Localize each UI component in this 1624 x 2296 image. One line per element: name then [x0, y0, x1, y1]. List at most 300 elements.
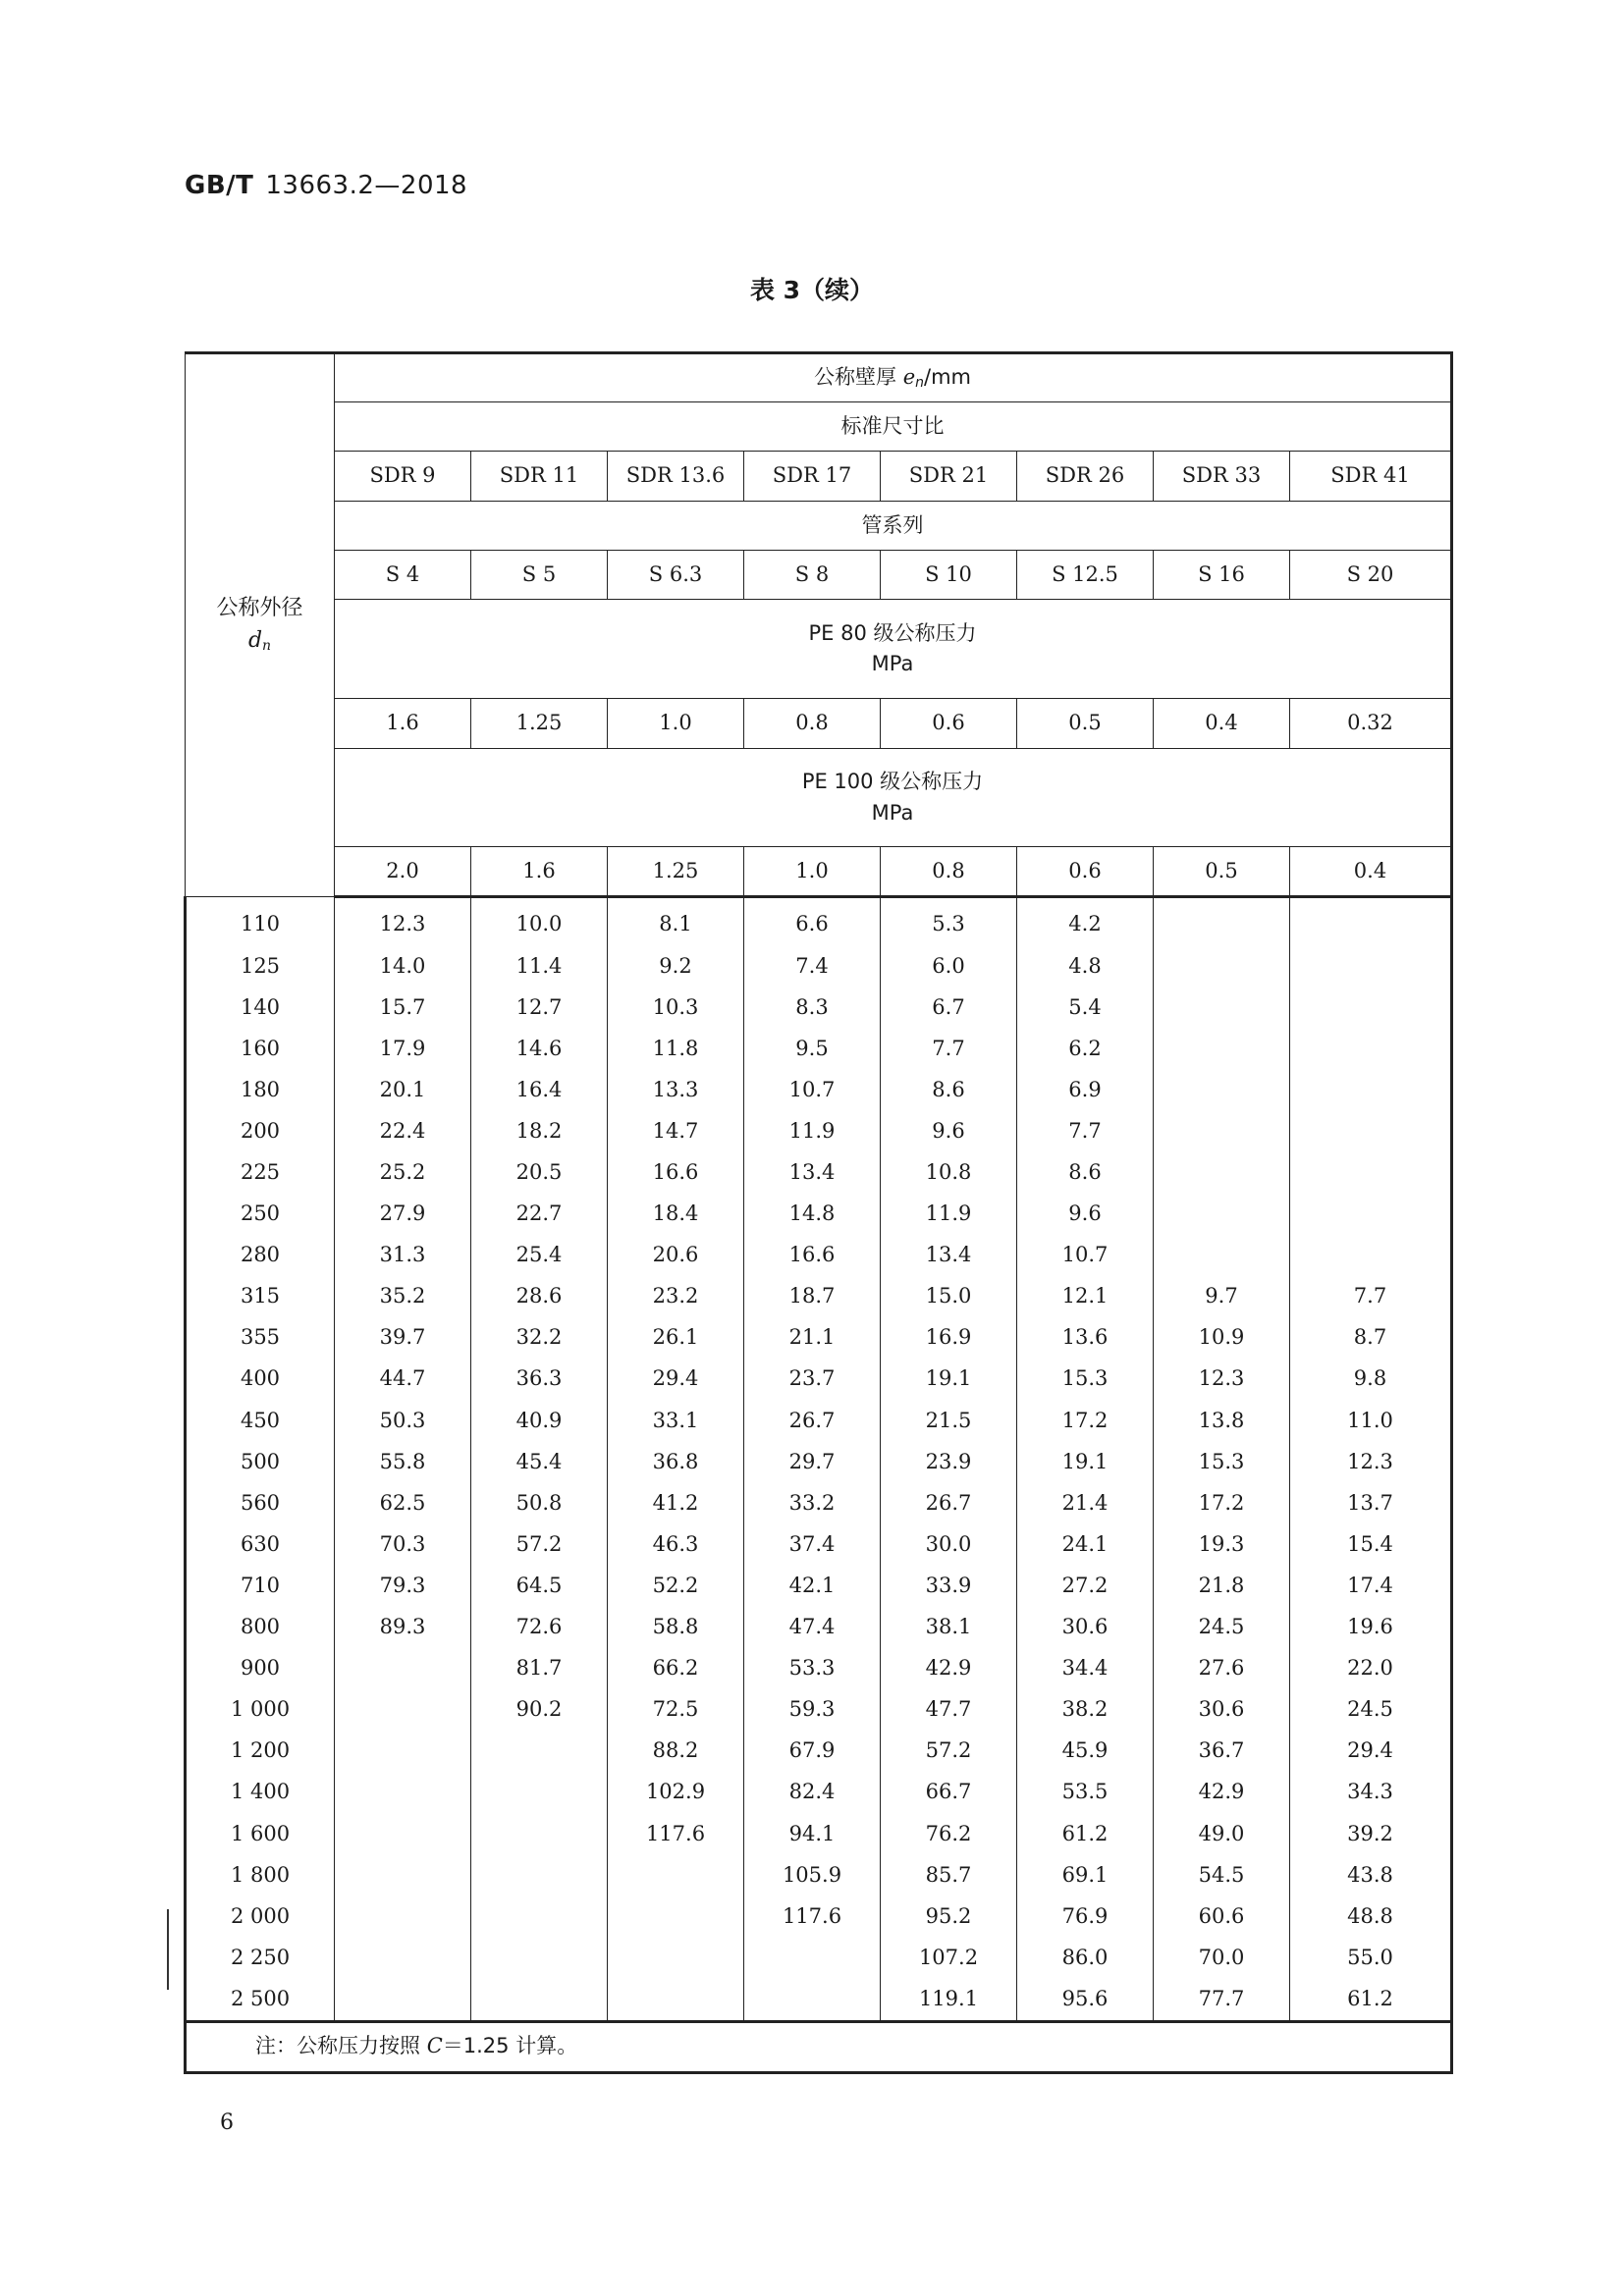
wall-thickness-cell: 82.4	[744, 1772, 881, 1813]
pe80-pressure-cell: 0.4	[1154, 699, 1290, 749]
row-header-symbol: $d_n$	[247, 627, 272, 654]
wall-thickness-cell: 4.8	[1017, 945, 1154, 987]
wall-thickness-cell: 39.7	[335, 1317, 471, 1359]
wall-thickness-cell	[1290, 897, 1452, 946]
wall-thickness-cell: 23.7	[744, 1359, 881, 1400]
wall-thickness-cell: 13.4	[881, 1235, 1017, 1276]
wall-thickness-cell: 88.2	[608, 1731, 744, 1772]
wall-thickness-cell: 42.1	[744, 1566, 881, 1607]
table-row	[186, 1813, 1452, 1854]
wall-thickness-cell: 15.3	[1154, 1441, 1290, 1482]
wall-thickness-cell	[1290, 987, 1452, 1028]
wall-thickness-cell: 10.0	[471, 897, 608, 946]
outer-diameter-cell: 1 200	[186, 1731, 335, 1772]
wall-thickness-cell: 23.2	[608, 1276, 744, 1317]
wall-thickness-cell: 6.6	[744, 897, 881, 946]
table-row	[186, 1235, 1452, 1276]
wall-thickness-cell: 39.2	[1290, 1813, 1452, 1854]
wall-thickness-cell: 90.2	[471, 1689, 608, 1731]
wall-thickness-cell	[1290, 1194, 1452, 1235]
wall-thickness-cell: 27.9	[335, 1194, 471, 1235]
wall-thickness-cell: 14.7	[608, 1110, 744, 1151]
table-row	[186, 1689, 1452, 1731]
wall-thickness-cell	[608, 1978, 744, 2021]
wall-thickness-cell: 119.1	[881, 1978, 1017, 2021]
wall-thickness-cell: 5.4	[1017, 987, 1154, 1028]
wall-thickness-cell: 16.9	[881, 1317, 1017, 1359]
pe80-pressure-cell: 1.6	[335, 699, 471, 749]
wall-thickness-cell: 81.7	[471, 1648, 608, 1689]
wall-thickness-cell: 58.8	[608, 1607, 744, 1648]
wall-thickness-cell: 19.3	[1154, 1523, 1290, 1565]
wall-thickness-cell: 14.0	[335, 945, 471, 987]
wall-thickness-cell: 8.6	[881, 1069, 1017, 1110]
wall-thickness-cell: 94.1	[744, 1813, 881, 1854]
outer-diameter-cell: 710	[186, 1566, 335, 1607]
table-row	[186, 1152, 1452, 1194]
table-row	[186, 1896, 1452, 1937]
pe100-unit: MPa	[871, 800, 914, 825]
pe100-title-text: PE 100 级公称压力	[801, 770, 984, 794]
pipe-dimension-table	[184, 351, 1453, 2074]
table-row	[186, 1482, 1452, 1523]
table-row	[186, 1069, 1452, 1110]
outer-diameter-cell: 400	[186, 1359, 335, 1400]
wall-thickness-cell: 21.8	[1154, 1566, 1290, 1607]
wall-thickness-cell: 24.1	[1017, 1523, 1154, 1565]
wall-thickness-cell	[1154, 1069, 1290, 1110]
wall-thickness-cell	[1290, 1028, 1452, 1069]
wall-thickness-cell: 34.3	[1290, 1772, 1452, 1813]
sdr-cell: SDR 13.6	[608, 452, 744, 502]
wall-thickness-cell: 13.8	[1154, 1400, 1290, 1441]
pe100-pressure-cell: 1.0	[744, 847, 881, 897]
table-row	[186, 1028, 1452, 1069]
outer-diameter-cell: 225	[186, 1152, 335, 1194]
wall-thickness-cell: 10.7	[1017, 1235, 1154, 1276]
wall-thickness-cell: 19.6	[1290, 1607, 1452, 1648]
pipe-series-cell: S 20	[1290, 551, 1452, 600]
wall-thickness-cell: 57.2	[471, 1523, 608, 1565]
wall-thickness-cell: 30.6	[1154, 1689, 1290, 1731]
outer-diameter-cell: 1 800	[186, 1854, 335, 1896]
outer-diameter-cell: 315	[186, 1276, 335, 1317]
wall-thickness-cell: 72.6	[471, 1607, 608, 1648]
wall-thickness-cell: 6.9	[1017, 1069, 1154, 1110]
outer-diameter-cell: 250	[186, 1194, 335, 1235]
pe80-pressure-cell: 0.8	[744, 699, 881, 749]
outer-diameter-cell: 1 400	[186, 1772, 335, 1813]
table-row	[186, 1731, 1452, 1772]
wall-thickness-cell: 18.4	[608, 1194, 744, 1235]
wall-thickness-cell: 14.8	[744, 1194, 881, 1235]
wall-thickness-cell	[1290, 1110, 1452, 1151]
wall-thickness-cell	[335, 1978, 471, 2021]
wall-thickness-cell: 117.6	[608, 1813, 744, 1854]
outer-diameter-cell: 630	[186, 1523, 335, 1565]
wall-thickness-cell: 8.6	[1017, 1152, 1154, 1194]
sdr-cell: SDR 41	[1290, 452, 1452, 502]
table-row	[186, 1772, 1452, 1813]
wall-thickness-cell: 54.5	[1154, 1854, 1290, 1896]
wall-thickness-cell: 27.6	[1154, 1648, 1290, 1689]
wall-thickness-cell: 62.5	[335, 1482, 471, 1523]
wall-thickness-cell: 66.2	[608, 1648, 744, 1689]
pipe-series-cell: S 16	[1154, 551, 1290, 600]
wall-thickness-cell: 22.4	[335, 1110, 471, 1151]
wall-thickness-cell: 12.1	[1017, 1276, 1154, 1317]
wall-thickness-cell: 34.4	[1017, 1648, 1154, 1689]
wall-thickness-cell	[1290, 1069, 1452, 1110]
wall-thickness-cell: 9.6	[1017, 1194, 1154, 1235]
wall-thickness-cell: 95.6	[1017, 1978, 1154, 2021]
wall-thickness-cell: 31.3	[335, 1235, 471, 1276]
wall-thickness-cell: 47.7	[881, 1689, 1017, 1731]
wall-thickness-cell: 70.3	[335, 1523, 471, 1565]
wall-thickness-cell	[744, 1937, 881, 1978]
wall-thickness-cell: 47.4	[744, 1607, 881, 1648]
wall-thickness-cell: 5.3	[881, 897, 1017, 946]
pe100-pressure-cell: 0.6	[1017, 847, 1154, 897]
wall-thickness-cell: 22.7	[471, 1194, 608, 1235]
wall-thickness-cell: 7.7	[881, 1028, 1017, 1069]
table-note: 注：公称压力按照 C＝1.25 计算。	[186, 2021, 1452, 2072]
wall-thickness-cell: 15.0	[881, 1276, 1017, 1317]
outer-diameter-cell: 180	[186, 1069, 335, 1110]
wall-thickness-cell: 53.5	[1017, 1772, 1154, 1813]
page-number: 6	[220, 2110, 234, 2135]
wall-thickness-cell	[471, 1731, 608, 1772]
table-row	[186, 1566, 1452, 1607]
wall-thickness-cell: 70.0	[1154, 1937, 1290, 1978]
wall-thickness-cell: 55.8	[335, 1441, 471, 1482]
pipe-series-cell: S 4	[335, 551, 471, 600]
wall-thickness-cell	[1154, 1194, 1290, 1235]
sdr-cell: SDR 17	[744, 452, 881, 502]
wall-thickness-cell: 49.0	[1154, 1813, 1290, 1854]
wall-thickness-cell: 42.9	[1154, 1772, 1290, 1813]
wall-thickness-cell: 10.9	[1154, 1317, 1290, 1359]
wall-thickness-cell: 28.6	[471, 1276, 608, 1317]
wall-thickness-cell: 12.3	[1154, 1359, 1290, 1400]
wall-thickness-cell: 117.6	[744, 1896, 881, 1937]
outer-diameter-cell: 125	[186, 945, 335, 987]
wall-thickness-cell: 9.2	[608, 945, 744, 987]
wall-thickness-cell: 35.2	[335, 1276, 471, 1317]
wall-thickness-cell: 45.9	[1017, 1731, 1154, 1772]
wall-thickness-cell	[1154, 1152, 1290, 1194]
wall-thickness-cell: 76.2	[881, 1813, 1017, 1854]
pe100-pressure-cell: 2.0	[335, 847, 471, 897]
wall-thickness-cell: 19.1	[881, 1359, 1017, 1400]
outer-diameter-cell: 160	[186, 1028, 335, 1069]
table-row	[186, 1648, 1452, 1689]
wall-thickness-cell: 29.4	[1290, 1731, 1452, 1772]
wall-thickness-cell: 8.7	[1290, 1317, 1452, 1359]
wall-thickness-cell: 61.2	[1290, 1978, 1452, 2021]
table-row	[186, 1276, 1452, 1317]
wall-thickness-cell: 13.4	[744, 1152, 881, 1194]
wall-thickness-cell	[1154, 1235, 1290, 1276]
wall-thickness-cell	[608, 1896, 744, 1937]
row-header-outer-diameter	[186, 353, 335, 897]
wall-thickness-cell	[1290, 1235, 1452, 1276]
wall-thickness-cell: 6.2	[1017, 1028, 1154, 1069]
wall-thickness-cell	[1154, 945, 1290, 987]
wall-thickness-cell: 50.8	[471, 1482, 608, 1523]
pe100-pressure-cell: 0.4	[1290, 847, 1452, 897]
wall-thickness-cell: 11.0	[1290, 1400, 1452, 1441]
wall-thickness-cell: 37.4	[744, 1523, 881, 1565]
sdr-cell: SDR 11	[471, 452, 608, 502]
wall-thickness-cell	[1290, 945, 1452, 987]
wall-thickness-cell: 15.7	[335, 987, 471, 1028]
wall-thickness-cell: 40.9	[471, 1400, 608, 1441]
outer-diameter-cell: 800	[186, 1607, 335, 1648]
wall-thickness-cell: 66.7	[881, 1772, 1017, 1813]
wall-thickness-cell: 59.3	[744, 1689, 881, 1731]
wall-thickness-cell: 11.9	[881, 1194, 1017, 1235]
wall-thickness-cell: 22.0	[1290, 1648, 1452, 1689]
wall-thickness-cell: 16.6	[608, 1152, 744, 1194]
wall-thickness-cell: 72.5	[608, 1689, 744, 1731]
wall-thickness-cell: 48.8	[1290, 1896, 1452, 1937]
wall-thickness-cell: 23.9	[881, 1441, 1017, 1482]
table-row	[186, 1523, 1452, 1565]
wall-thickness-cell: 12.7	[471, 987, 608, 1028]
wall-thickness-cell: 52.2	[608, 1566, 744, 1607]
wall-thickness-cell: 33.2	[744, 1482, 881, 1523]
wall-thickness-cell	[471, 1978, 608, 2021]
wall-thickness-cell: 12.3	[1290, 1441, 1452, 1482]
wall-thickness-cell: 17.4	[1290, 1566, 1452, 1607]
outer-diameter-cell: 280	[186, 1235, 335, 1276]
pipe-series-cell: S 8	[744, 551, 881, 600]
outer-diameter-cell: 1 000	[186, 1689, 335, 1731]
table-row	[186, 1441, 1452, 1482]
wall-thickness-cell	[335, 1937, 471, 1978]
wall-thickness-cell: 25.4	[471, 1235, 608, 1276]
pe80-pressure-cell: 0.5	[1017, 699, 1154, 749]
wall-thickness-cell: 41.2	[608, 1482, 744, 1523]
wall-thickness-cell	[335, 1731, 471, 1772]
wall-thickness-cell: 20.5	[471, 1152, 608, 1194]
wall-thickness-cell: 50.3	[335, 1400, 471, 1441]
wall-thickness-cell: 21.5	[881, 1400, 1017, 1441]
wall-thickness-cell: 21.4	[1017, 1482, 1154, 1523]
table-row	[186, 987, 1452, 1028]
wall-thickness-cell	[471, 1772, 608, 1813]
wall-thickness-cell: 17.9	[335, 1028, 471, 1069]
wall-thickness-cell: 10.3	[608, 987, 744, 1028]
table-row	[186, 1937, 1452, 1978]
wall-thickness-cell: 45.4	[471, 1441, 608, 1482]
pipe-series-cell: S 6.3	[608, 551, 744, 600]
wall-thickness-cell: 69.1	[1017, 1854, 1154, 1896]
wall-thickness-cell	[335, 1896, 471, 1937]
wall-thickness-cell: 26.7	[744, 1400, 881, 1441]
wall-thickness-cell: 7.7	[1017, 1110, 1154, 1151]
wall-thickness-cell: 32.2	[471, 1317, 608, 1359]
table-row	[186, 1854, 1452, 1896]
wall-thickness-cell: 53.3	[744, 1648, 881, 1689]
wall-thickness-cell: 85.7	[881, 1854, 1017, 1896]
wall-thickness-cell: 38.2	[1017, 1689, 1154, 1731]
wall-thickness-cell: 13.6	[1017, 1317, 1154, 1359]
outer-diameter-cell: 500	[186, 1441, 335, 1482]
wall-thickness-cell	[1154, 987, 1290, 1028]
wall-thickness-cell	[471, 1813, 608, 1854]
wall-thickness-cell	[608, 1854, 744, 1896]
wall-thickness-cell	[335, 1813, 471, 1854]
wall-thickness-cell	[1154, 1110, 1290, 1151]
table-row	[186, 1194, 1452, 1235]
wall-thickness-cell: 33.9	[881, 1566, 1017, 1607]
table-row	[186, 897, 1452, 946]
pipe-series-title: 管系列	[335, 502, 1452, 551]
wall-thickness-cell: 77.7	[1154, 1978, 1290, 2021]
wall-thickness-cell: 11.4	[471, 945, 608, 987]
wall-thickness-cell: 61.2	[1017, 1813, 1154, 1854]
sdr-cell: SDR 9	[335, 452, 471, 502]
wall-thickness-cell: 46.3	[608, 1523, 744, 1565]
document-header	[185, 171, 467, 200]
outer-diameter-cell: 450	[186, 1400, 335, 1441]
wall-thickness-cell: 24.5	[1290, 1689, 1452, 1731]
table-row	[186, 1978, 1452, 2021]
wall-thickness-cell: 36.7	[1154, 1731, 1290, 1772]
wall-thickness-cell	[744, 1978, 881, 2021]
pe100-title	[335, 749, 1452, 847]
wall-thickness-cell: 12.3	[335, 897, 471, 946]
wall-thickness-cell	[1154, 897, 1290, 946]
standard-prefix: GB/T	[185, 171, 254, 200]
table-row	[186, 1400, 1452, 1441]
wall-thickness-cell: 16.4	[471, 1069, 608, 1110]
wall-thickness-cell	[471, 1896, 608, 1937]
wall-thickness-cell: 10.8	[881, 1152, 1017, 1194]
wall-thickness-cell: 6.7	[881, 987, 1017, 1028]
outer-diameter-cell: 200	[186, 1110, 335, 1151]
table-row	[186, 1359, 1452, 1400]
pe100-pressure-cell: 1.25	[608, 847, 744, 897]
revision-mark	[167, 1909, 169, 1990]
wall-thickness-cell: 27.2	[1017, 1566, 1154, 1607]
wall-thickness-cell: 15.3	[1017, 1359, 1154, 1400]
outer-diameter-cell: 2 500	[186, 1978, 335, 2021]
wall-thickness-cell: 20.6	[608, 1235, 744, 1276]
wall-thickness-cell: 17.2	[1017, 1400, 1154, 1441]
wall-thickness-cell: 19.1	[1017, 1441, 1154, 1482]
wall-thickness-cell: 89.3	[335, 1607, 471, 1648]
wall-thickness-cell: 102.9	[608, 1772, 744, 1813]
wall-thickness-cell: 30.6	[1017, 1607, 1154, 1648]
wall-thickness-cell	[335, 1854, 471, 1896]
wall-thickness-cell: 16.6	[744, 1235, 881, 1276]
wall-thickness-cell: 26.7	[881, 1482, 1017, 1523]
wall-thickness-cell	[1154, 1028, 1290, 1069]
wall-thickness-cell: 15.4	[1290, 1523, 1452, 1565]
wall-thickness-cell: 18.7	[744, 1276, 881, 1317]
wall-thickness-cell: 26.1	[608, 1317, 744, 1359]
wall-thickness-cell: 57.2	[881, 1731, 1017, 1772]
standard-number: 13663.2—2018	[265, 171, 468, 200]
pe80-title	[335, 600, 1452, 699]
outer-diameter-cell: 355	[186, 1317, 335, 1359]
outer-diameter-cell: 2 000	[186, 1896, 335, 1937]
wall-thickness-cell: 29.4	[608, 1359, 744, 1400]
outer-diameter-cell: 140	[186, 987, 335, 1028]
wall-thickness-cell	[335, 1648, 471, 1689]
outer-diameter-cell: 110	[186, 897, 335, 946]
sdr-cell: SDR 33	[1154, 452, 1290, 502]
wall-thickness-cell: 9.7	[1154, 1276, 1290, 1317]
outer-diameter-cell: 560	[186, 1482, 335, 1523]
wall-thickness-cell: 9.8	[1290, 1359, 1452, 1400]
wall-thickness-cell: 64.5	[471, 1566, 608, 1607]
wall-thickness-cell: 11.8	[608, 1028, 744, 1069]
table-row	[186, 945, 1452, 987]
pipe-series-cell: S 5	[471, 551, 608, 600]
wall-thickness-cell: 21.1	[744, 1317, 881, 1359]
wall-thickness-cell: 13.3	[608, 1069, 744, 1110]
wall-thickness-cell: 33.1	[608, 1400, 744, 1441]
wall-thickness-cell	[471, 1937, 608, 1978]
outer-diameter-cell: 1 600	[186, 1813, 335, 1854]
wall-thickness-cell	[335, 1772, 471, 1813]
wall-thickness-cell: 60.6	[1154, 1896, 1290, 1937]
wall-thickness-cell: 95.2	[881, 1896, 1017, 1937]
wall-thickness-cell: 44.7	[335, 1359, 471, 1400]
wall-thickness-cell: 20.1	[335, 1069, 471, 1110]
wall-thickness-cell	[1290, 1152, 1452, 1194]
wall-thickness-cell: 43.8	[1290, 1854, 1452, 1896]
wall-thickness-cell: 67.9	[744, 1731, 881, 1772]
pe80-title-text: PE 80 级公称压力	[808, 620, 977, 645]
pe80-pressure-cell: 0.32	[1290, 699, 1452, 749]
outer-diameter-cell: 900	[186, 1648, 335, 1689]
pe80-pressure-cell: 0.6	[881, 699, 1017, 749]
wall-thickness-cell	[471, 1854, 608, 1896]
wall-thickness-cell: 17.2	[1154, 1482, 1290, 1523]
sdr-cell: SDR 26	[1017, 452, 1154, 502]
sdr-cell: SDR 21	[881, 452, 1017, 502]
outer-diameter-cell: 2 250	[186, 1937, 335, 1978]
wall-thickness-cell: 36.8	[608, 1441, 744, 1482]
wall-thickness-cell: 79.3	[335, 1566, 471, 1607]
wall-thickness-cell	[608, 1937, 744, 1978]
wall-thickness-cell: 38.1	[881, 1607, 1017, 1648]
wall-thickness-cell: 107.2	[881, 1937, 1017, 1978]
wall-thickness-title: 公称壁厚 $e_n/mm$	[335, 353, 1452, 402]
pe80-pressure-cell: 1.0	[608, 699, 744, 749]
wall-thickness-cell: 8.3	[744, 987, 881, 1028]
wall-thickness-cell: 30.0	[881, 1523, 1017, 1565]
pipe-series-cell: S 12.5	[1017, 551, 1154, 600]
wall-thickness-cell: 11.9	[744, 1110, 881, 1151]
wall-thickness-cell: 9.5	[744, 1028, 881, 1069]
wall-thickness-cell: 7.4	[744, 945, 881, 987]
wall-thickness-cell: 6.0	[881, 945, 1017, 987]
wall-thickness-cell: 105.9	[744, 1854, 881, 1896]
pe80-unit: MPa	[871, 652, 914, 675]
wall-thickness-cell: 55.0	[1290, 1937, 1452, 1978]
wall-thickness-cell: 10.7	[744, 1069, 881, 1110]
pe100-pressure-cell: 0.5	[1154, 847, 1290, 897]
table-row	[186, 1110, 1452, 1151]
wall-thickness-cell: 13.7	[1290, 1482, 1452, 1523]
sdr-title: 标准尺寸比	[335, 402, 1452, 452]
